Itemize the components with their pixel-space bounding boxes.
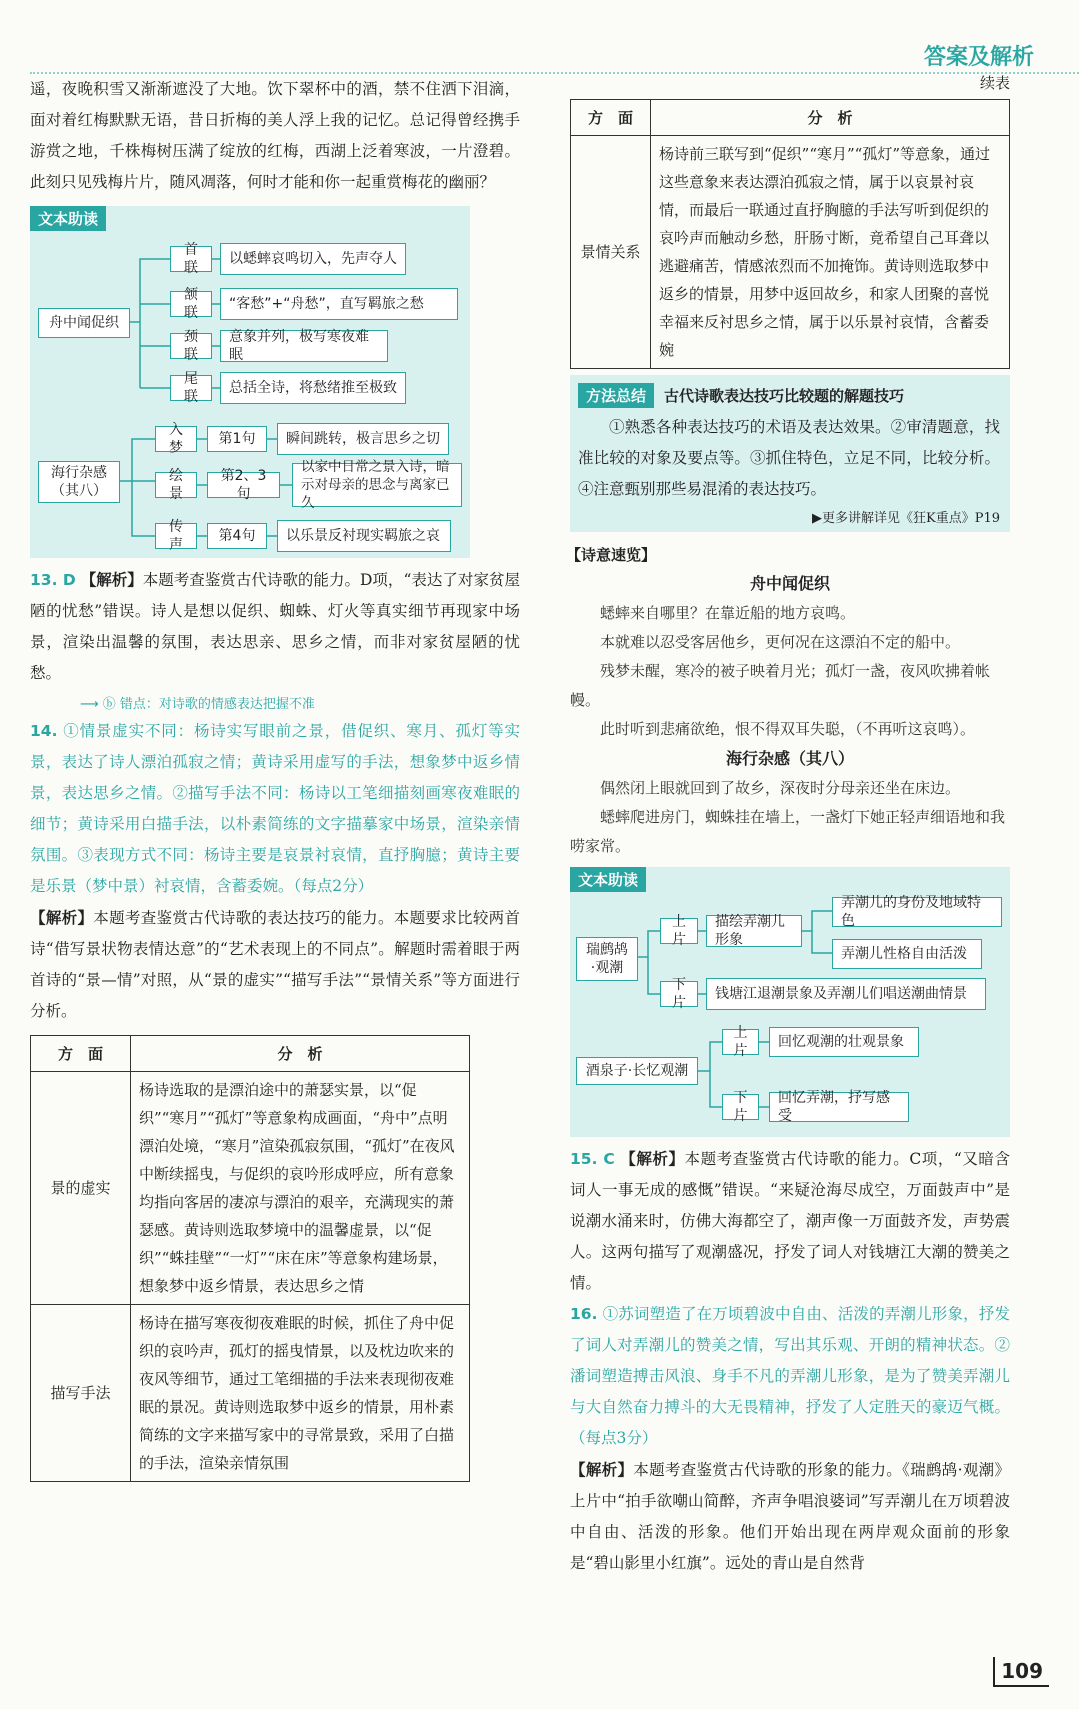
table-row xyxy=(31,1305,470,1482)
comparison-table-part2 xyxy=(570,99,1010,369)
poem1-line: 残梦未醒，寒冷的被子映着月光；孤灯一盏，夜风吹拂着帐幔。 xyxy=(570,662,991,709)
tree2-r2-value-1: 回忆观潮的壮观景象 xyxy=(769,1027,919,1057)
tree2-root-2: 酒泉子·长忆观潮 xyxy=(576,1057,698,1085)
tree2-r2-value-2: 回忆弄潮，抒写感受 xyxy=(769,1092,909,1122)
method-text: ①熟悉各种表达技巧的术语及表达效果。②审清题意，找准比较的对象及要点等。③抓住特色，立足不同，比较分析。④注意甄别那些易混淆的表达技巧。 xyxy=(578,418,1000,498)
tree1-r2-key-2: 绘景 xyxy=(155,472,197,498)
q14-number: 14. xyxy=(30,722,58,740)
poem2-title: 海行杂感（其八） xyxy=(725,749,854,768)
tree1-r2-value-3: 以乐景反衬现实羁旅之哀 xyxy=(277,520,451,552)
tree1-r2-value-2: 以家中日常之景入诗，暗示对母亲的思念与离家已久 xyxy=(292,463,462,507)
q14-analysis: 本题考查鉴赏古代诗歌的表达技巧的能力。本题要求比较两首诗“借写景状物表情达意”的“艺术表现上的不同点”。解题时需着眼于两首诗的“景—情”对照，从“景的虚实”“描写手法”“景情关系”等方面进行分析。 xyxy=(30,909,520,1020)
q16-analysis-block xyxy=(570,1454,1010,1579)
reading-guide-label: 文本助读 xyxy=(570,867,646,892)
q15-text: 本题考查鉴赏古代诗歌的能力。C项，“又暗含词人一事无成的感慨”错误。“来疑沧海尽成空，万面鼓声中”是说潮水涌来时，仿佛大海都空了，潮声像一万面鼓齐发，声势震人。这两句描写了观潮盛况，抒发了词人对钱塘江大潮的赞美之情。 xyxy=(570,1150,1010,1292)
tree2-r1-mid-2: 钱塘江退潮景象及弄潮儿们唱送潮曲情景 xyxy=(706,978,986,1010)
tree1-root-1: 舟中闻促织 xyxy=(38,308,130,338)
method-reference: ▶更多讲解详见《狂K重点》P19 xyxy=(812,511,1000,526)
intro-paragraph: 遥，夜晚积雪又渐渐遮没了大地。饮下翠杯中的酒，禁不住洒下泪滴，面对着红梅默默无语，昔日折梅的美人浮上我的记忆。总记得曾经携手游赏之地，千株梅树压满了绽放的红梅，西湖上泛着寒波，一片澄碧。此刻只见残梅片片，随风凋落，何时才能和你一起重赏梅花的幽丽？ xyxy=(30,80,520,191)
tree1-r1-key-3: 颈联 xyxy=(170,333,212,359)
q15-tag: 【解析】 xyxy=(620,1149,685,1168)
method-summary-box xyxy=(570,375,1010,532)
tree2-r2-key-2: 下片 xyxy=(722,1094,759,1120)
tree1-r1-value-3: 意象并列，极写寒夜难眠 xyxy=(220,330,388,362)
tree1-r1-value-2: “客愁”+“舟愁”，直写羁旅之愁 xyxy=(220,288,458,320)
q16-answer: ①苏词塑造了在万顷碧波中自由、活泼的弄潮儿形象，抒发了词人对弄潮儿的赞美之情，写出其乐观、开朗的精神状态。②潘词塑造搏击风浪、身手不凡的弄潮儿形象，是为了赞美弄潮儿与大自然奋力搏斗的大无畏精神，抒发了人定胜天的豪迈气概。（每点3分） xyxy=(570,1305,1010,1447)
poem1-line: 本就难以忍受客居他乡，更何况在这漂泊不定的船中。 xyxy=(600,633,961,651)
tree1-root-2: 海行杂感（其八） xyxy=(38,461,120,503)
left-column xyxy=(30,72,520,1482)
table-header-aspect: 方 面 xyxy=(31,1036,131,1072)
table-cell-aspect: 景情关系 xyxy=(571,136,651,369)
comparison-table-part1 xyxy=(30,1035,470,1482)
table-cell-aspect: 描写手法 xyxy=(31,1305,131,1482)
q13-tag: 【解析】 xyxy=(80,570,143,589)
table-header-analysis: 分 析 xyxy=(651,100,1010,136)
header-title: 答案及解析 xyxy=(923,45,1034,70)
q16-analysis: 本题考查鉴赏古代诗歌的形象的能力。《瑞鹧鸪·观潮》上片中“拍手欲嘲山简醉，齐声争唱浪婆词”写弄潮儿在万顷碧波中自由、活泼的形象。他们开始出现在两岸观众面前的形象是“碧山影里小红旗”。远处的青山是自然背 xyxy=(570,1461,1010,1572)
reading-guide-label: 文本助读 xyxy=(30,206,106,231)
method-label: 方法总结 xyxy=(578,383,654,408)
tree2-r1-sub-1: 弄潮儿的身份及地域特色 xyxy=(832,897,1002,927)
q15-block xyxy=(570,1143,1010,1299)
tree1-r2-value-1: 瞬间跳转，极言思乡之切 xyxy=(277,423,449,455)
tree2-root-1: 瑞鹧鸪·观潮 xyxy=(576,937,638,981)
q14-analysis-block xyxy=(30,902,520,1027)
q16-number: 16. xyxy=(570,1305,598,1323)
tree1-r2-mid-3: 第4句 xyxy=(207,523,267,549)
poem2-line: 蟋蟀爬进房门，蜘蛛挂在墙上，一盏灯下她正轻声细语地和我唠家常。 xyxy=(570,808,1006,855)
continue-label: 续表 xyxy=(979,74,1010,92)
reading-guide-panel-1 xyxy=(30,206,470,558)
tree2-r1-key-2: 下片 xyxy=(660,981,698,1007)
tree1-r1-value-4: 总括全诗，将愁绪推至极致 xyxy=(220,372,406,404)
poem1-title: 舟中闻促织 xyxy=(749,574,830,593)
poem-label: 【诗意速览】 xyxy=(566,546,657,564)
poem2-line: 偶然闭上眼就回到了故乡，深夜时分母亲还坐在床边。 xyxy=(600,779,961,797)
q13-error-note: ⟶ ⓑ 错点：对诗歌的情感表达把握不准 xyxy=(80,697,315,712)
q13-block xyxy=(30,564,520,689)
table-cell-aspect: 景的虚实 xyxy=(31,1072,131,1305)
tree1-r1-value-1: 以蟋蟀哀鸣切入，先声夺人 xyxy=(220,243,406,275)
poem1-line: 此时听到悲痛欲绝，恨不得双耳失聪，（不再听这哀鸣）。 xyxy=(600,720,976,738)
tree1-r1-key-2: 颔联 xyxy=(170,291,212,317)
tree2-r1-key-1: 上片 xyxy=(660,918,698,944)
q16-block xyxy=(570,1299,1010,1454)
page-number: 109 xyxy=(993,1657,1049,1687)
right-column xyxy=(566,72,1040,1579)
poem-quick-view xyxy=(566,544,1010,861)
q14-answer: ①情景虚实不同：杨诗实写眼前之景，借促织、寒月、孤灯等实景，表达了诗人漂泊孤寂之情；黄诗采用虚写的手法，想象梦中返乡情景，表达思乡之情。②描写手法不同：杨诗以工笔细描刻画寒夜难眠的细节；黄诗采用白描手法，以朴素简练的文字描摹家中场景，渲染亲情氛围。③表现方式不同：杨诗主要是哀景衬哀情，直抒胸臆；黄诗主要是乐景（梦中景）衬哀情，含蓄委婉。（每点2分） xyxy=(30,722,520,895)
tree1-r1-key-4: 尾联 xyxy=(170,375,212,401)
table-row xyxy=(571,136,1010,369)
q13-number: 13. D xyxy=(30,571,76,589)
q14-block xyxy=(30,716,520,902)
error-arrow-icon: ⟶ ⓑ xyxy=(80,697,120,712)
tree1-r2-key-3: 传声 xyxy=(155,523,197,549)
q13-text: 本题考查鉴赏古代诗歌的能力。D项，“表达了对家贫屋陋的忧愁”错误。诗人是想以促织、蜘蛛、灯火等真实细节再现家中场景，渲染出温馨的氛围，表达思亲、思乡之情，而非对家贫屋陋的忧愁。 xyxy=(30,571,520,682)
method-title: 古代诗歌表达技巧比较题的解题技巧 xyxy=(664,387,905,405)
q15-number: 15. C xyxy=(570,1150,615,1168)
table-cell-analysis: 杨诗选取的是漂泊途中的萧瑟实景，以“促织”“寒月”“孤灯”等意象构成画面，“舟中”点明漂泊处境，“寒月”渲染孤寂氛围，“孤灯”在夜风中断续摇曳，与促织的哀吟形成呼应，所有意象均指向客居的凄凉与漂泊的艰辛，充满现实的萧瑟感。黄诗则选取梦境中的温馨虚景，以“促织”“蛛挂壁”“一灯”“床在床”等意象构建场景，想象梦中返乡情景，表达思乡之情 xyxy=(131,1072,470,1305)
q16-tag: 【解析】 xyxy=(570,1460,634,1479)
table-row xyxy=(31,1072,470,1305)
tree1-r1-key-1: 首联 xyxy=(170,246,212,272)
tree1-r2-mid-1: 第1句 xyxy=(207,426,267,452)
poem1-line: 蟋蟀来自哪里？在靠近船的地方哀鸣。 xyxy=(600,604,856,622)
tree2-r1-sub-2: 弄潮儿性格自由活泼 xyxy=(832,939,982,969)
reading-guide-panel-2 xyxy=(570,867,1010,1137)
tree1-r2-mid-2: 第2、3句 xyxy=(207,472,280,498)
table-cell-analysis: 杨诗在描写寒夜彻夜难眠的时候，抓住了舟中促织的哀吟声，孤灯的摇曳情景，以及枕边吹来的夜风等细节，通过工笔细描的手法来表现彻夜难眠的景况。黄诗则选取梦中返乡的情景，用朴素简练的文字来描写家中的寻常景致，采用了白描的手法，渲染亲情氛围 xyxy=(131,1305,470,1482)
table-cell-analysis: 杨诗前三联写到“促织”“寒月”“孤灯”等意象，通过这些意象来表达漂泊孤寂之情，属于以哀景衬哀情，而最后一联通过直抒胸臆的手法写听到促织的哀吟声而触动乡愁，肝肠寸断，竟希望自己耳聋以逃避痛苦，情感浓烈而不加掩饰。黄诗则选取梦中返乡的情景，用梦中返回故乡，和家人团聚的喜悦幸福来反衬思乡之情，属于以乐景衬哀情，含蓄委婉 xyxy=(651,136,1010,369)
tree1-r2-key-1: 入梦 xyxy=(155,426,197,452)
tree2-r1-mid-1: 描绘弄潮儿形象 xyxy=(706,915,802,947)
table-header-aspect: 方 面 xyxy=(571,100,651,136)
q14-tag: 【解析】 xyxy=(30,908,94,927)
tree2-r2-key-1: 上片 xyxy=(722,1029,759,1055)
table-header-analysis: 分 析 xyxy=(131,1036,470,1072)
